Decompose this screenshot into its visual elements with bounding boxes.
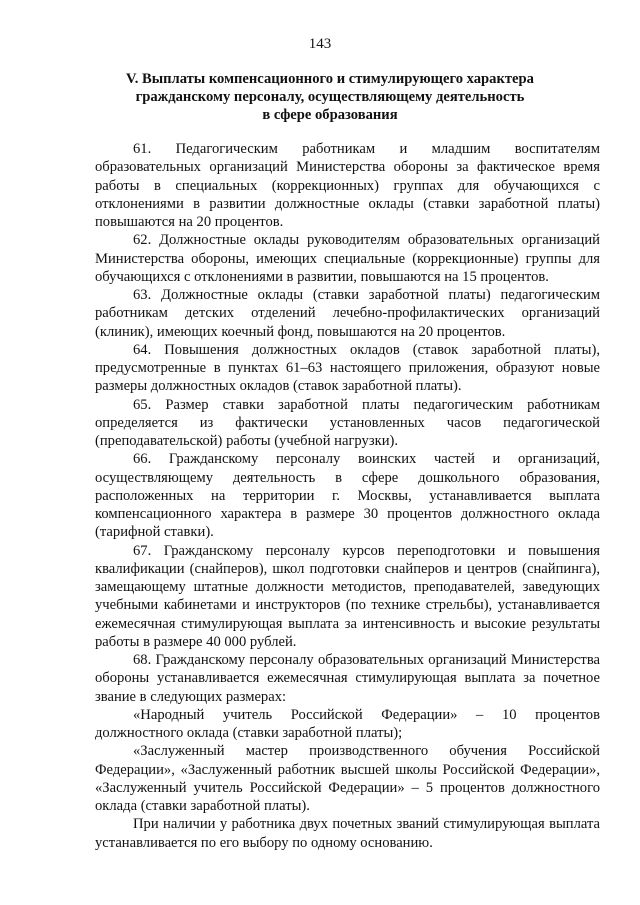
paragraph-61: 61. Педагогическим работникам и младшим воспитателям образовательных организаций Министерства обороны за фактическое время работы в специальных (коррекционных) группах для обучающихся с отклонениями в развитии должностные оклады (ставки заработной платы) повышаются на 20 процентов. <box>95 141 600 230</box>
paragraph-65: 65. Размер ставки заработной платы педагогическим работникам определяется из фактически установленных часов педагогической (преподавательской) работы (учебной нагрузки). <box>95 396 600 449</box>
paragraph-66: 66. Гражданскому персоналу воинских частей и организаций, осуществляющему деятельность в сфере дошкольного образования, расположенных на территории г. Москвы, устанавливается выплата компенсационного характера в размере 30 процентов должностного оклада (тарифной ставки). <box>95 451 600 541</box>
paragraph-68: 68. Гражданскому персоналу образовательных организаций Министерства обороны устанавливается ежемесячная стимулирующая выплата за почетное звание в следующих размерах: <box>95 652 600 705</box>
title-item-zasluzhenny: «Заслуженный мастер производственного обучения Российской Федерации», «Заслуженный работник высшей школы Российской Федерации», «Заслуженный учитель Российской Федерации» – 5 процентов должностного оклада (ставки заработной платы). <box>95 743 600 814</box>
paragraph-63: 63. Должностные оклады (ставки заработной платы) педагогическим работникам детских отделений лечебно-профилактических организаций (клиник), имеющих коечный фонд, повышаются на 20 процентов. <box>95 287 600 340</box>
section-heading <box>95 70 565 124</box>
section-heading-line: в сфере образования <box>262 107 398 123</box>
section-heading-line: гражданскому персоналу, осуществляющему деятельность <box>135 89 525 105</box>
section-heading-line: V. Выплаты компенсационного и стимулирующего характера <box>126 71 534 87</box>
paragraph-64: 64. Повышения должностных окладов (ставок заработной платы), предусмотренные в пунктах 61–63 настоящего приложения, образуют новые размеры должностных окладов (ставок заработной платы). <box>95 341 600 395</box>
document-body <box>95 140 600 852</box>
paragraph-62: 62. Должностные оклады руководителям образовательных организаций Министерства обороны, имеющих специальные (коррекционные) группы для обучающихся с отклонениями в развитии, повышаются на 15 процентов. <box>95 232 600 285</box>
paragraph-two-titles: При наличии у работника двух почетных званий стимулирующая выплата устанавливается по его выбору по одному основанию. <box>95 816 600 851</box>
page-number: 143 <box>308 36 332 52</box>
paragraph-67: 67. Гражданскому персоналу курсов переподготовки и повышения квалификации (снайперов), школ подготовки снайперов и центров (снайпинга), замещающему штатные должности методистов, преподавателей, заведующих учебными кабинетами и инструкторов (по технике стрельбы), устанавливается ежемесячная стимулирующая выплата за интенсивность и высокие результаты работы в размере 40 000 рублей. <box>95 542 600 650</box>
title-item-narodny: «Народный учитель Российской Федерации» – 10 процентов должностного оклада (ставки заработной платы); <box>95 706 600 741</box>
